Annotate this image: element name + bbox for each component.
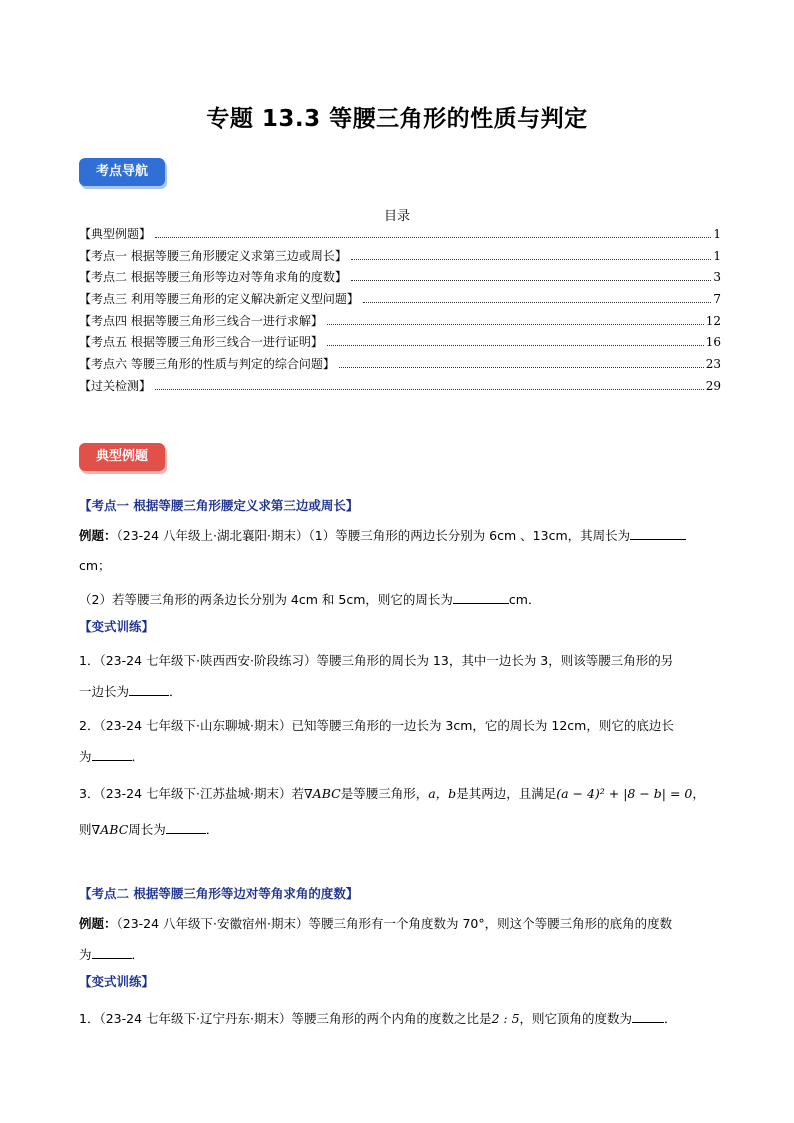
toc-label: 【考点五 根据等腰三角形三线合一进行证明】: [79, 335, 323, 350]
toc-label: 【考点二 根据等腰三角形等边对等角求角的度数】: [79, 270, 347, 285]
toc-page: 3: [713, 270, 721, 285]
text: 1．（23-24 七年级下·陕西西安·阶段练习）等腰三角形的周长为 13，其中一边长为 3，则该等腰三角形的另: [79, 653, 674, 668]
question-1: [79, 652, 719, 670]
toc-page: 1: [713, 248, 721, 263]
toc-row[interactable]: [79, 312, 721, 334]
toc-heading: 目录: [383, 209, 410, 224]
text: 是其两边，且满足: [456, 786, 557, 801]
table-of-contents: [79, 225, 721, 399]
text: 为: [79, 947, 92, 962]
text: （23-24 八年级下·安徽宿州·期末）等腰三角形有一个角度数为 70°，则这个等腰三角形的底角的度数: [116, 916, 673, 931]
example-paragraph-cont: [79, 557, 719, 575]
text: ，: [692, 786, 705, 801]
answer-blank[interactable]: [630, 527, 686, 540]
text: （23-24 八年级上·湖北襄阳·期末）（1）等腰三角形的两边长分别为 6cm 、13cm，其周长为: [116, 528, 631, 543]
example-label: 例题：: [79, 528, 117, 543]
toc-label: 【典型例题】: [79, 227, 152, 241]
example-paragraph-cont: [79, 946, 719, 964]
toc-leader: [155, 389, 704, 390]
text: 2．（23-24 七年级下·山东聊城·期末）已知等腰三角形的一边长为 3cm，它的周长为 12cm，则它的底边长: [79, 718, 674, 733]
text: ，则它顶角的度数为: [519, 1011, 633, 1026]
text: ．: [169, 684, 182, 699]
toc-label: 【考点三 利用等腰三角形的定义解决新定义型问题】: [79, 292, 359, 307]
text: 为: [79, 749, 92, 764]
question-1-cont: [79, 683, 719, 701]
question-1: [79, 1010, 729, 1028]
text: 则: [79, 822, 92, 837]
answer-blank[interactable]: [92, 748, 132, 761]
toc-page: 23: [705, 357, 721, 372]
training-heading: 【变式训练】: [79, 619, 155, 634]
answer-blank[interactable]: [632, 1010, 664, 1023]
answer-blank[interactable]: [166, 821, 206, 834]
toc-label: 【考点一 根据等腰三角形腰定义求第三边或周长】: [79, 248, 347, 263]
text: 1．（23-24 七年级下·辽宁丹东·期末）等腰三角形的两个内角的度数之比是: [79, 1011, 492, 1026]
toc-page: 7: [713, 292, 721, 307]
math-formula: (a − 4)² + |8 − b| = 0: [556, 786, 693, 801]
toc-leader: [351, 280, 712, 281]
toc-row[interactable]: [79, 268, 721, 290]
example-paragraph: [79, 915, 719, 933]
example-label: 例题：: [79, 916, 117, 931]
nav-badge: 考点导航: [79, 158, 165, 186]
toc-leader: [339, 367, 704, 368]
toc-page: 1: [713, 227, 721, 241]
toc-row[interactable]: [79, 225, 721, 247]
section-heading: 【考点二 根据等腰三角形等边对等角求角的度数】: [79, 886, 359, 901]
triangle-symbol: ∇ABC: [303, 786, 341, 801]
text: cm．: [508, 592, 541, 607]
toc-leader: [327, 345, 704, 346]
toc-page: 12: [705, 313, 721, 328]
example-part2: [79, 591, 719, 609]
toc-leader: [327, 324, 704, 325]
math-ratio: 2 : 5: [491, 1011, 520, 1026]
triangle-symbol: ∇ABC: [91, 822, 129, 837]
section-heading: 【考点一 根据等腰三角形腰定义求第三边或周长】: [79, 498, 359, 513]
question-3-cont: [79, 821, 719, 839]
text: cm；: [79, 558, 111, 573]
toc-row[interactable]: [79, 333, 721, 355]
answer-blank[interactable]: [92, 946, 132, 959]
text: 3．（23-24 七年级下·江苏盐城·期末）若: [79, 786, 304, 801]
toc-label: 【考点六 等腰三角形的性质与判定的综合问题】: [79, 357, 335, 372]
toc-page: 16: [705, 335, 721, 350]
question-3: [79, 785, 719, 803]
text: ．: [205, 822, 219, 837]
text: （2）若等腰三角形的两条边长分别为 4cm 和 5cm，则它的周长为: [79, 592, 453, 607]
math-variables: a，b: [428, 786, 457, 801]
answer-blank[interactable]: [129, 683, 169, 696]
question-2-cont: [79, 748, 719, 766]
text: ．: [131, 749, 145, 764]
toc-leader: [155, 237, 711, 238]
toc-page: 29: [705, 378, 721, 393]
toc-row[interactable]: [79, 247, 721, 269]
toc-row[interactable]: [79, 355, 721, 377]
toc-leader: [363, 302, 712, 303]
answer-blank[interactable]: [453, 591, 509, 604]
toc-row[interactable]: [79, 290, 721, 312]
text: 是等腰三角形，: [340, 786, 429, 801]
training-heading: 【变式训练】: [79, 974, 155, 989]
toc-leader: [351, 259, 712, 260]
examples-badge: 典型例题: [79, 443, 165, 471]
decorative-dots-icon: [86, 150, 110, 158]
toc-label: 【过关检测】: [79, 378, 152, 393]
text: 一边长为: [79, 684, 130, 699]
text: ．: [664, 1011, 677, 1026]
text: ．: [131, 947, 145, 962]
toc-row[interactable]: [79, 377, 721, 399]
example-paragraph: [79, 527, 719, 545]
decorative-dots-icon: [86, 435, 110, 443]
page-title: 专题 13.3 等腰三角形的性质与判定: [206, 106, 588, 132]
toc-label: 【考点四 根据等腰三角形三线合一进行求解】: [79, 313, 323, 328]
question-2: [79, 717, 719, 735]
text: 周长为: [128, 822, 166, 837]
